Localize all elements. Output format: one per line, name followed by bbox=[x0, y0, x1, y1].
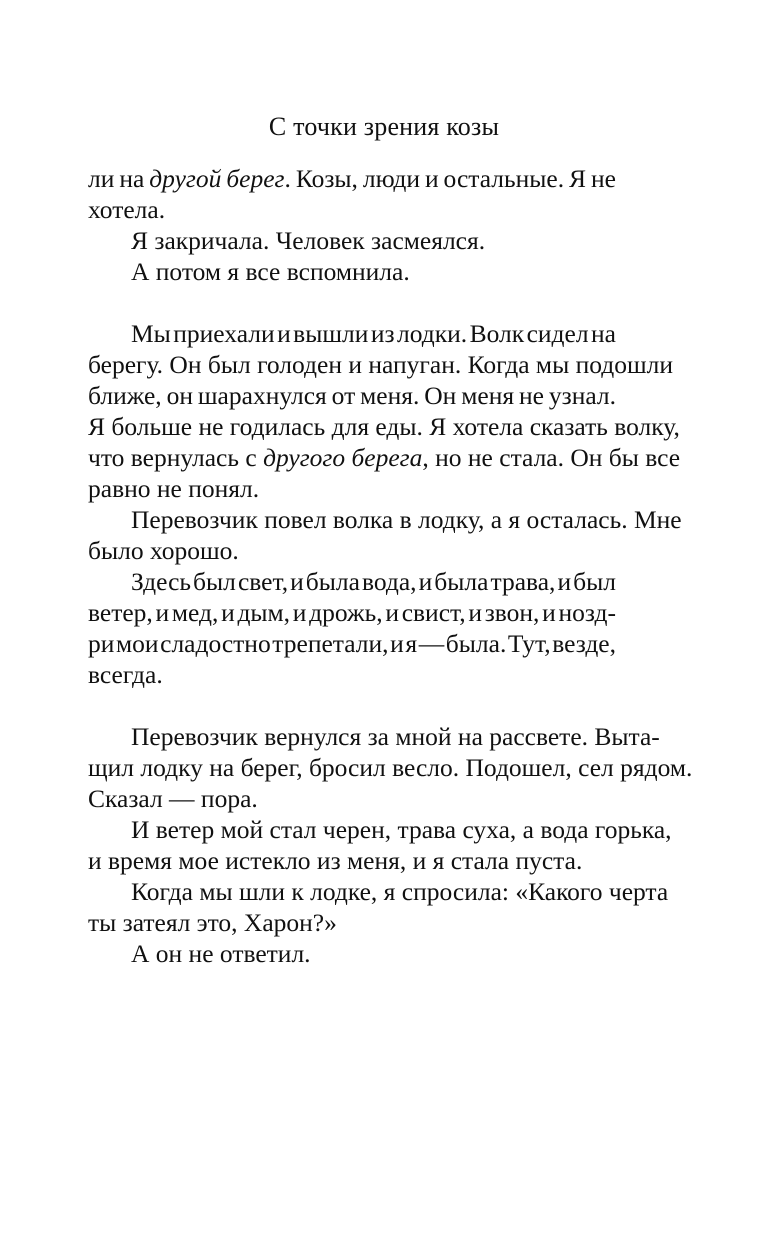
paragraph bbox=[88, 566, 616, 690]
text-span: А он не ответил. bbox=[131, 939, 311, 968]
paragraph bbox=[88, 938, 616, 969]
text-span: Когда мы шли к лодке, я спросила: «Какого черта bbox=[131, 877, 669, 906]
text-line bbox=[88, 597, 616, 628]
text-line bbox=[88, 411, 680, 442]
text-span: А потом я все вспомнила. bbox=[131, 257, 410, 286]
text-line bbox=[88, 938, 616, 969]
paragraph bbox=[88, 163, 616, 225]
text-span: Сказал — пора. bbox=[88, 784, 258, 813]
paragraph bbox=[88, 814, 672, 876]
text-span: всегда. bbox=[88, 660, 163, 689]
text-line bbox=[88, 628, 616, 659]
text-span: Здесь был свет, и была вода, и была трава, и был bbox=[131, 567, 616, 596]
text-span: , но не стала. Он бы все bbox=[422, 443, 681, 472]
text-line bbox=[88, 876, 669, 907]
text-span: что вернулась с bbox=[88, 443, 264, 472]
text-line bbox=[88, 845, 616, 876]
paragraph bbox=[88, 256, 616, 287]
text-span: И ветер мой стал черен, трава суха, а вода горька, bbox=[131, 815, 672, 844]
text-line bbox=[88, 907, 616, 938]
text-span: Перевозчик вернулся за мной на рассвете. Выта- bbox=[131, 722, 660, 751]
paragraph bbox=[88, 876, 669, 938]
italic-span: другой берег bbox=[149, 164, 285, 193]
text-span: Перевозчик повел волка в лодку, а я осталась. Мне bbox=[131, 505, 682, 534]
text-span: . Козы, люди и остальные. Я не bbox=[284, 164, 616, 193]
text-line bbox=[88, 721, 660, 752]
text-span: ты затеял это, Харон?» bbox=[88, 908, 337, 937]
text-line bbox=[88, 752, 693, 783]
text-span: хотела. bbox=[88, 195, 166, 224]
text-line bbox=[88, 380, 616, 411]
text-line bbox=[88, 659, 616, 690]
text-line bbox=[88, 163, 616, 194]
text-span: ближе, он шарахнулся от меня. Он меня не узнал. bbox=[88, 381, 616, 410]
text-span: и время мое истекло из меня, и я стала пуста. bbox=[88, 846, 583, 875]
italic-span: другого берега bbox=[263, 443, 423, 472]
text-span: было хорошо. bbox=[88, 536, 239, 565]
text-line bbox=[88, 473, 616, 504]
text-span: равно не понял. bbox=[88, 474, 260, 503]
text-span: ри мои сладостно трепетали, и я — была. Тут, везде, bbox=[88, 629, 616, 658]
section-break bbox=[88, 287, 616, 318]
running-head: С точки зрения козы bbox=[268, 112, 500, 141]
paragraph bbox=[88, 721, 693, 814]
text-line bbox=[88, 504, 682, 535]
text-line bbox=[88, 783, 616, 814]
text-span: Я больше не годилась для еды. Я хотела сказать волку, bbox=[88, 412, 680, 441]
text-span: берегу. Он был голоден и напуган. Когда мы подошли bbox=[88, 350, 673, 379]
text-line bbox=[88, 814, 672, 845]
text-span: щил лодку на берег, бросил весло. Подошел, сел рядом. bbox=[88, 753, 693, 782]
paragraph bbox=[88, 318, 681, 504]
paragraph bbox=[88, 225, 616, 256]
text-line bbox=[88, 566, 616, 597]
paragraph bbox=[88, 504, 682, 566]
text-line bbox=[88, 318, 616, 349]
body-text bbox=[88, 163, 693, 969]
text-line bbox=[88, 225, 616, 256]
text-line bbox=[88, 256, 616, 287]
section-break bbox=[88, 690, 616, 721]
text-span: ли на bbox=[88, 164, 150, 193]
text-line bbox=[88, 349, 673, 380]
text-span: Я закричала. Человек засмеялся. bbox=[131, 226, 486, 255]
text-span: Мы приехали и вышли из лодки. Волк сидел на bbox=[131, 319, 616, 348]
text-line bbox=[88, 194, 616, 225]
text-span: ветер, и мед, и дым, и дрожь, и свист, и звон, и нозд- bbox=[88, 598, 616, 627]
text-line bbox=[88, 535, 616, 566]
text-line bbox=[88, 442, 681, 473]
